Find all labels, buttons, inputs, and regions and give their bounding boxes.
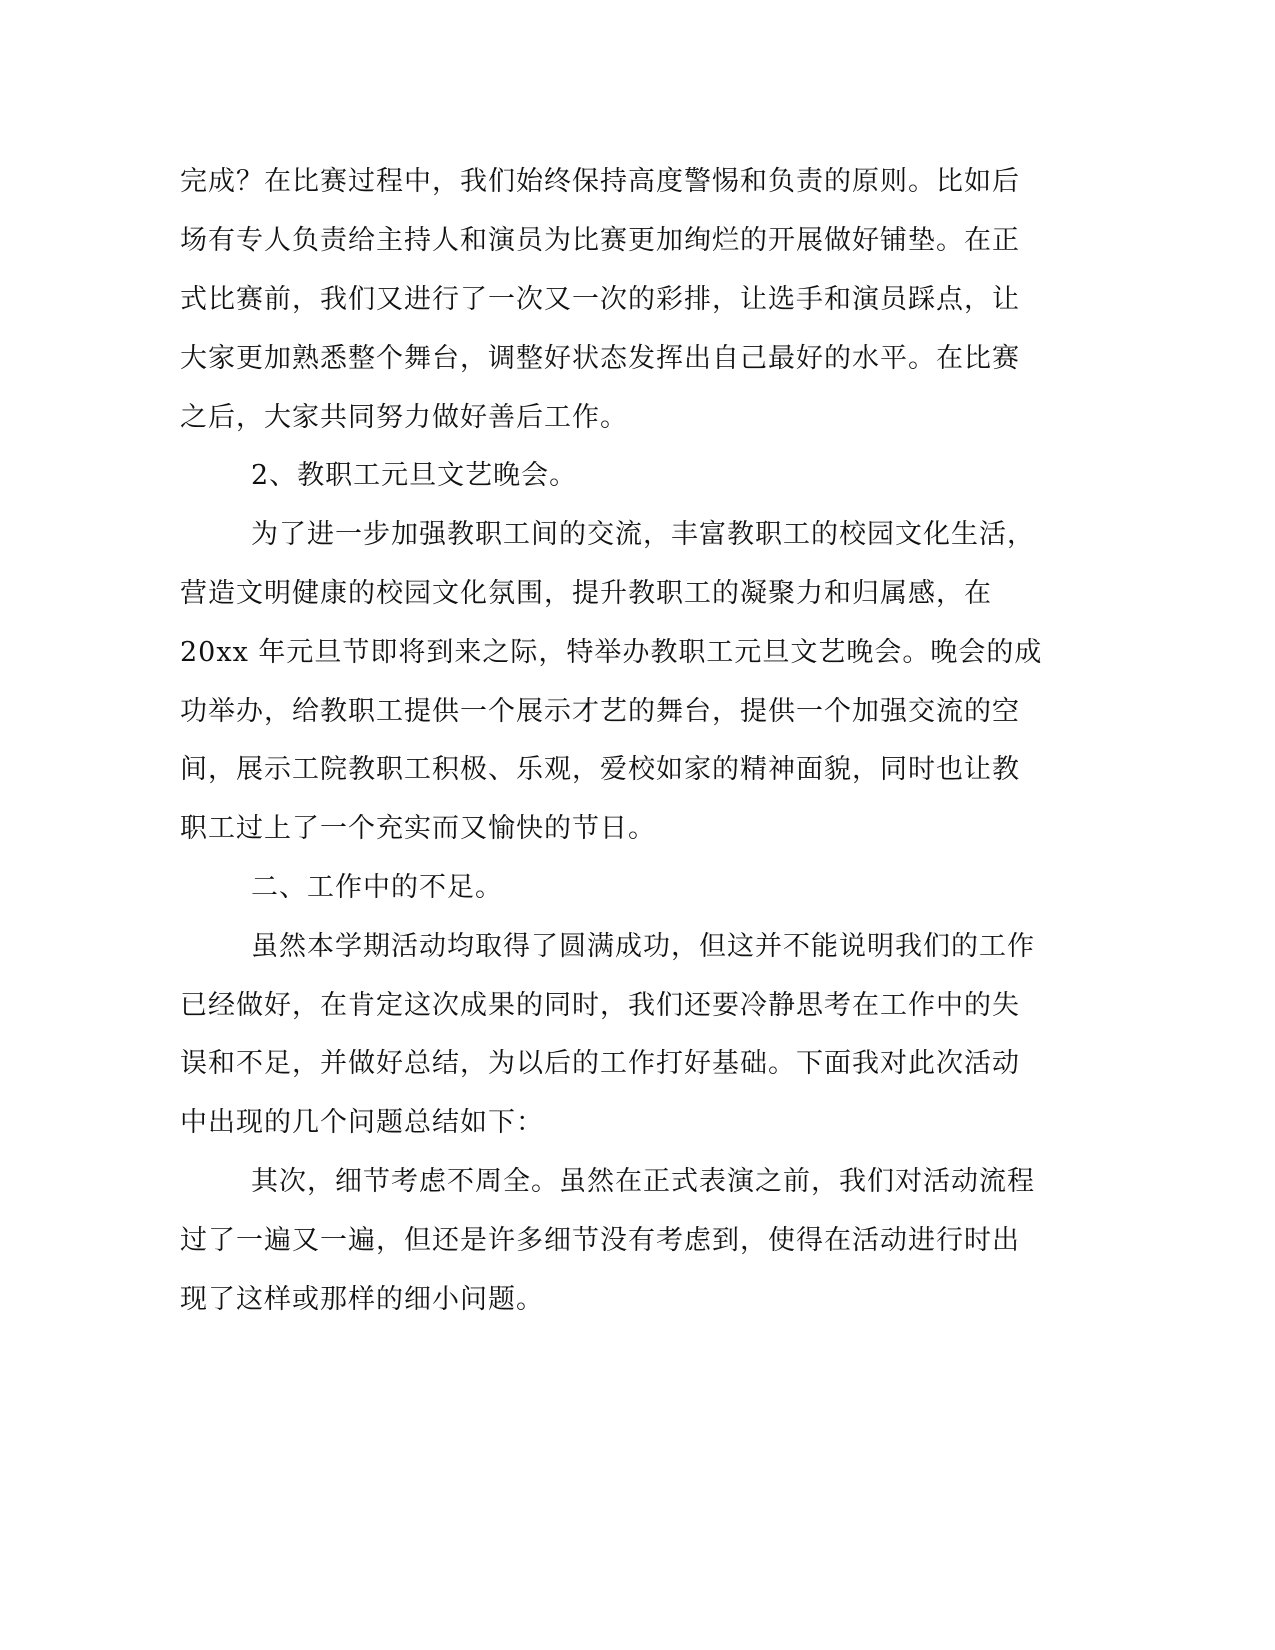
text-line-18: 其次，细节考虑不周全。虽然在正式表演之前，我们对活动流程 [251,1166,1035,1197]
text-line-16: 误和不足，并做好总结，为以后的工作打好基础。下面我对此次活动 [180,1048,1020,1079]
text-line-1: 完成？在比赛过程中，我们始终保持高度警惕和负责的原则。比如后 [180,166,1020,197]
text-line-10: 功举办，给教职工提供一个展示才艺的舞台，提供一个加强交流的空 [180,696,1020,727]
text-line-11: 间，展示工院教职工积极、乐观，爱校如家的精神面貌，同时也让教 [180,754,1020,785]
text-line-9: 20xx 年元旦节即将到来之际，特举办教职工元旦文艺晚会。晚会的成 [180,637,1043,668]
text-line-3: 式比赛前，我们又进行了一次又一次的彩排，让选手和演员踩点，让 [180,284,1020,315]
text-line-14: 虽然本学期活动均取得了圆满成功，但这并不能说明我们的工作 [251,931,1035,962]
text-line-8: 营造文明健康的校园文化氛围，提升教职工的凝聚力和归属感，在 [180,578,992,609]
text-line-20: 现了这样或那样的细小问题。 [180,1284,544,1315]
text-line-5: 之后，大家共同努力做好善后工作。 [180,402,628,433]
text-line-17: 中出现的几个问题总结如下： [180,1107,544,1138]
text-line-19: 过了一遍又一遍，但还是许多细节没有考虑到，使得在活动进行时出 [180,1225,1020,1256]
text-line-2: 场有专人负责给主持人和演员为比赛更加绚烂的开展做好铺垫。在正 [180,225,1020,256]
section-heading-2: 2、教职工元旦文艺晚会。 [251,460,578,491]
text-line-4: 大家更加熟悉整个舞台，调整好状态发挥出自己最好的水平。在比赛 [180,343,1020,374]
text-line-7: 为了进一步加强教职工间的交流，丰富教职工的校园文化生活， [251,519,1035,550]
text-line-12: 职工过上了一个充实而又愉快的节日。 [180,813,656,844]
section-heading-shortcomings: 二、工作中的不足。 [251,872,503,903]
text-line-15: 已经做好，在肯定这次成果的同时，我们还要冷静思考在工作中的失 [180,990,1020,1021]
